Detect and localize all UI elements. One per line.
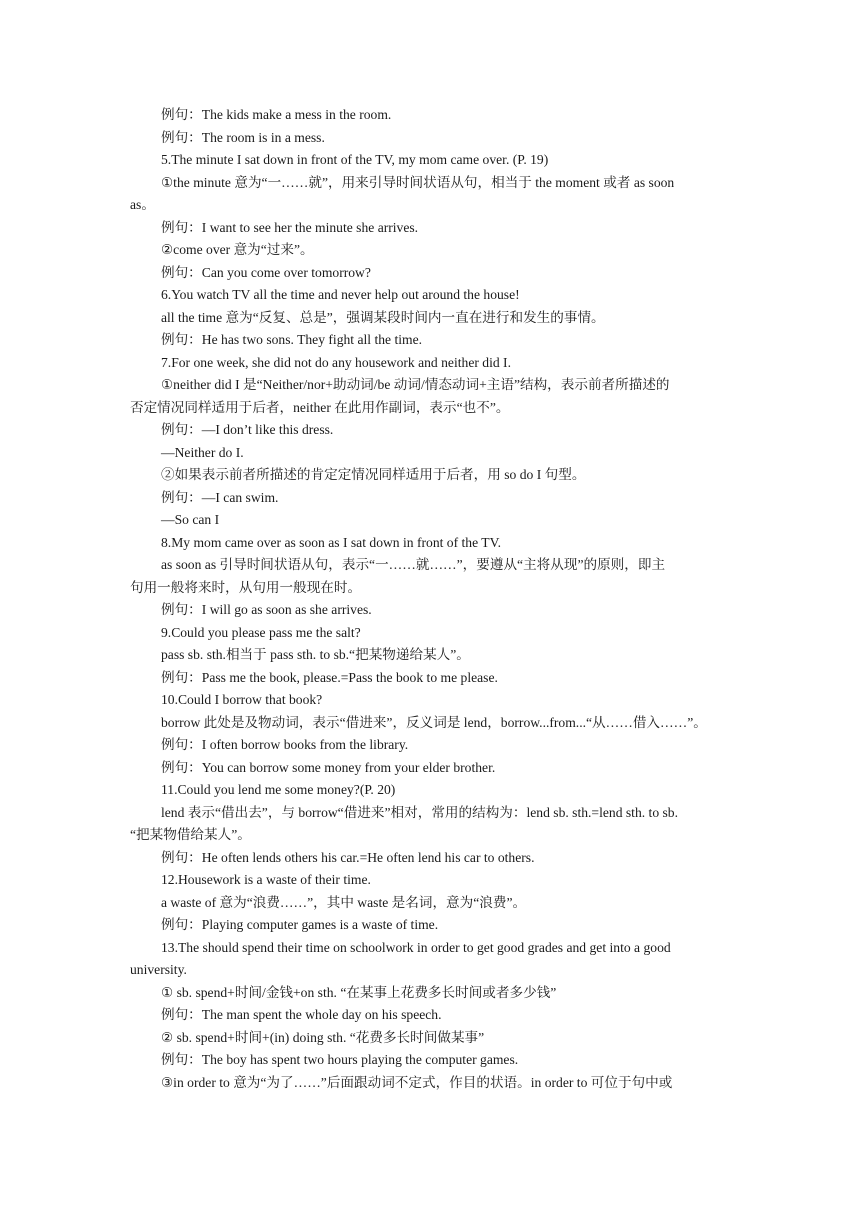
text-line: 11.Could you lend me some money?(P. 20) (161, 782, 396, 797)
text-line: university. (130, 962, 187, 977)
text-line: 例句：He often lends others his car.=He often lend his car to others. (161, 849, 535, 865)
text-line: 例句：The kids make a mess in the room. (161, 107, 392, 122)
text-line: 例句：—I can swim. (161, 489, 279, 505)
text-line: 例句：The room is in a mess. (161, 129, 325, 145)
document-page (130, 104, 732, 1094)
text-line: 否定情况同样适用于后者，neither 在此用作副词，表示“也不”。 (130, 399, 510, 415)
text-line: 7.For one week, she did not do any housework and neither did I. (161, 354, 511, 370)
text-line: 例句：The man spent the whole day on his speech. (161, 1007, 442, 1022)
text-line: 例句：Can you come over tomorrow? (161, 264, 371, 280)
text-line: 例句：—I don’t like this dress. (161, 422, 334, 437)
text-line: 例句：I want to see her the minute she arrives. (161, 219, 419, 235)
text-line: 例句：He has two sons. They fight all the time. (161, 332, 423, 347)
text-line: 例句：The boy has spent two hours playing the computer games. (161, 1052, 519, 1067)
text-line: pass sb. sth.相当于 pass sth. to sb.“把某物递给某人”。 (161, 647, 470, 662)
text-line: 9.Could you please pass me the salt? (161, 624, 361, 640)
text-line: ③in order to 意为“为了……”后面跟动词不定式，作目的状语。in order to 可位于句中或 (161, 1074, 673, 1090)
text-line: as。 (130, 197, 155, 212)
text-line: ②come over 意为“过来”。 (161, 242, 314, 257)
text-line: 13.The should spend their time on schoolwork in order to get good grades and get into a good (161, 939, 671, 955)
text-line: 例句：Playing computer games is a waste of time. (161, 917, 439, 932)
text-line: as soon as 引导时间状语从句，表示“一……就……”，要遵从“主将从现”的原则，即主 (161, 557, 666, 572)
text-line: 8.My mom came over as soon as I sat down in front of the TV. (161, 534, 502, 550)
text-line: lend 表示“借出去”，与 borrow“借进来”相对，常用的结构为：lend sb. sth.=lend sth. to sb. (161, 804, 679, 820)
text-line: ②如果表示前者所描述的肯定定情况同样适用于后者，用 so do I 句型。 (161, 467, 586, 482)
text-line: 12.Housework is a waste of their time. (161, 872, 371, 887)
text-line: —Neither do I. (161, 444, 244, 460)
text-line: 句用一般将来时，从句用一般现在时。 (130, 579, 362, 595)
text-line: 例句：I will go as soon as she arrives. (161, 602, 372, 617)
text-line: ① sb. spend+时间/金钱+on sth. “在某事上花费多长时间或者多少钱” (161, 984, 557, 1000)
text-line: ② sb. spend+时间+(in) doing sth. “花费多长时间做某事” (161, 1029, 485, 1045)
text-line: 例句：Pass me the book, please.=Pass the book to me please. (161, 669, 498, 685)
text-line: 10.Could I borrow that book? (161, 692, 323, 707)
text-line: 例句：I often borrow books from the library. (161, 737, 409, 752)
text-line: ①neither did I 是“Neither/nor+助动词/be 动词/情态动词+主语”结构，表示前者所描述的 (161, 377, 670, 392)
text-line: all the time 意为“反复、总是”，强调某段时间内一直在进行和发生的事情。 (161, 309, 605, 325)
text-line: 5.The minute I sat down in front of the TV, my mom came over. (P. 19) (161, 152, 549, 167)
text-line: a waste of 意为“浪费……”，其中 waste 是名词，意为“浪费”。 (161, 894, 527, 910)
text-line: —So can I (161, 512, 220, 527)
text-line: “把某物借给某人”。 (130, 827, 251, 842)
text-line: ①the minute 意为“一……就”，用来引导时间状语从句，相当于 the moment 或者 as soon (161, 174, 675, 190)
text-line: 例句：You can borrow some money from your elder brother. (161, 759, 496, 775)
text-line: borrow 此处是及物动词，表示“借进来”，反义词是 lend，borrow...from...“从……借入……”。 (161, 714, 707, 730)
text-line: 6.You watch TV all the time and never help out around the house! (161, 287, 520, 302)
